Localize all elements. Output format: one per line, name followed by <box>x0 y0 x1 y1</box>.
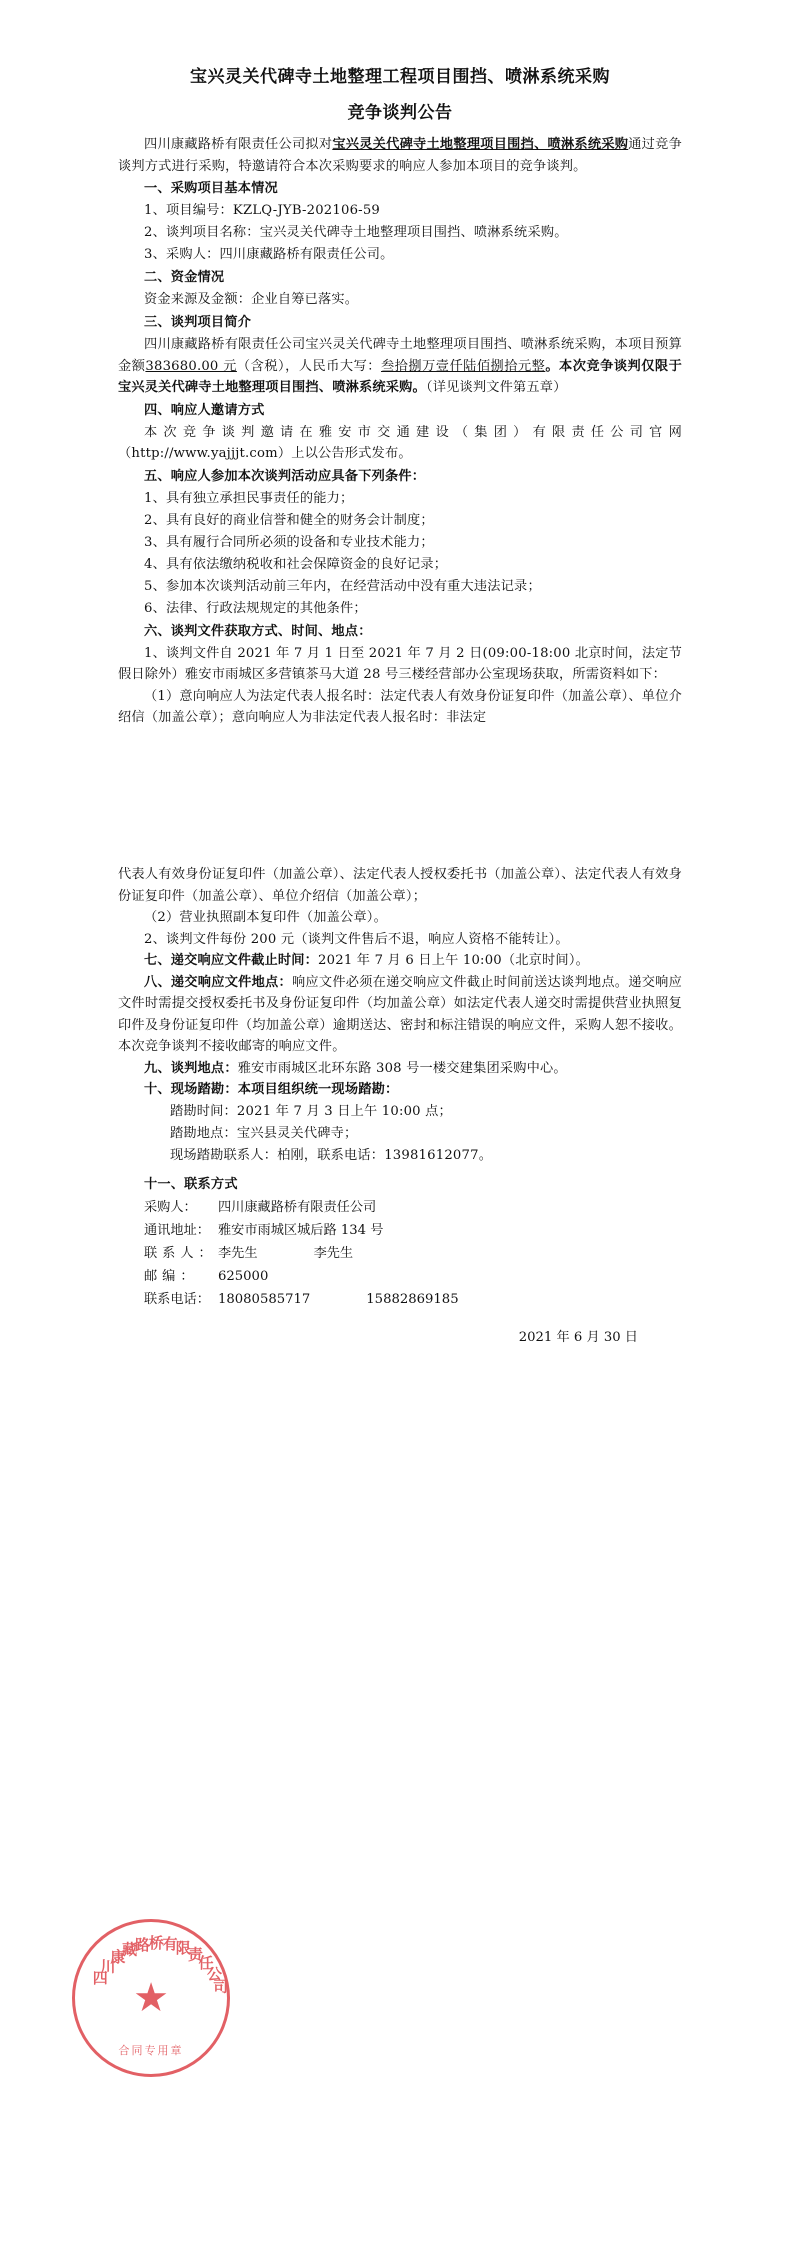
section-8 <box>118 972 682 1058</box>
intro-highlight: 宝兴灵关代碑寺土地整理项目围挡、喷淋系统采购 <box>332 137 629 152</box>
section-10-item-2: 踏勘地点：宝兴县灵关代碑寺； <box>170 1125 358 1141</box>
section-5-item-4: 4、具有依法缴纳税收和社会保障资金的良好记录； <box>144 556 448 572</box>
section-2-item-1: 资金来源及金额：企业自筹已落实。 <box>144 292 359 307</box>
company-seal-stamp <box>72 1919 230 2077</box>
section-9 <box>118 1058 682 1080</box>
section-4-item-1: 本次竞争谈判邀请在雅安市交通建设（集团）有限责任公司官网（http://www.yajjjt.com）上以公告形式发布。 <box>118 424 682 461</box>
section-5-item-5: 5、参加本次谈判活动前三年内，在经营活动中没有重大违法记录； <box>144 578 541 594</box>
section-1-item-2: 2、谈判项目名称：宝兴灵关代碑寺土地整理项目围挡、喷淋系统采购。 <box>144 225 568 240</box>
section-heading-3: 三、谈判项目简介 <box>144 315 252 330</box>
section-9-text: 雅安市雨城区北环东路 308 号一楼交建集团采购中心。 <box>237 1060 567 1076</box>
document-page-1 <box>0 0 800 780</box>
contact-value-person: 李先生 <box>218 1245 258 1261</box>
section-heading-4: 四、响应人邀请方式 <box>144 402 265 418</box>
contact-row-purchaser <box>118 1196 682 1219</box>
section-heading-10: 十、现场踏勘： <box>144 1082 238 1097</box>
section-3-body-prefix: 四川康藏路桥有限责任公司宝兴灵关代碑寺土地整理项目围挡、喷淋系统采购，本项目预算金额 <box>118 337 682 374</box>
section-6-item-3: （2）营业执照副本复印件（加盖公章）。 <box>144 910 387 925</box>
section-heading-2: 二、资金情况 <box>144 270 225 285</box>
section-7 <box>118 950 682 972</box>
contact-label-zip: 邮编： <box>144 1268 199 1284</box>
section-3-body-mid: （含税），人民币大写： <box>236 358 381 374</box>
section-3-body-suffix: 。本次竞争谈判仅限于宝兴灵关代碑寺土地整理项目围挡、喷淋系统采购。 <box>118 358 682 395</box>
contact-row-phone <box>118 1288 682 1311</box>
section-1-item-3: 3、采购人：四川康藏路桥有限责任公司。 <box>144 247 394 262</box>
page-subtitle: 竞争谈判公告 <box>347 103 453 123</box>
seal-arc-text: 四 川 康 藏 路 桥 有 限 责 任 公 司 <box>92 1934 229 1996</box>
section-heading-11: 十一、联系方式 <box>144 1176 238 1192</box>
section-10-item-1: 踏勘时间：2021 年 7 月 3 日上午 10:00 点； <box>170 1103 452 1119</box>
contact-row-zip <box>118 1265 682 1288</box>
section-10-text: 本项目组织统一现场踏勘： <box>237 1082 399 1097</box>
seal-star-icon: ★ <box>133 1975 169 2021</box>
contact-label-person: 联系人： <box>144 1245 217 1261</box>
section-1-item-1: 1、项目编号：KZLQ-JYB-202106-59 <box>144 203 381 218</box>
section-heading-9: 九、谈判地点： <box>144 1060 238 1076</box>
seal-bottom-text: 合同专用章 <box>118 2044 184 2057</box>
page-break-gap <box>0 780 800 802</box>
contact-value-zip: 625000 <box>218 1268 269 1284</box>
contact-row-person <box>118 1242 682 1265</box>
budget-amount-cn: 叁拾捌万壹仟陆佰捌拾元整 <box>380 358 546 374</box>
budget-amount: 383680.00 元 <box>145 358 237 374</box>
section-6-item-1: 1、谈判文件自 2021 年 7 月 1 日至 2021 年 7 月 2 日(09:00-18:00 北京时间，法定节假日除外）雅安市雨城区多营镇茶马大道 28 号三楼经营部办公室现场获取，所需资料如下： <box>118 645 682 682</box>
section-heading-5: 五、响应人参加本次谈判活动应具备下列条件： <box>144 468 426 484</box>
contact-value-phone: 18080585717 <box>218 1291 311 1307</box>
contact-label-phone: 联系电话： <box>144 1291 210 1307</box>
contact-value-address: 雅安市雨城区城后路 134 号 <box>218 1222 384 1238</box>
contact-value-person-2: 李先生 <box>313 1245 354 1261</box>
intro-paragraph <box>118 134 682 177</box>
intro-suffix: 通过竞争谈判方式进行采购，特邀请符合本次采购要求的响应人参加本项目的竞争谈判。 <box>118 137 682 174</box>
contact-row-address <box>118 1219 682 1242</box>
section-8-text: 响应文件必须在递交响应文件截止时间前送达谈判地点。递交响应文件时需提交授权委托书及身份证复印件（均加盖公章）如法定代表人递交时需提供营业执照复印件及身份证复印件（均加盖公章）逾期送达、密封和标注错误的响应文件，采购人恕不接收。本次竞争谈判不接收邮寄的响应文件。 <box>118 974 682 1054</box>
section-6-item-2-part1: （1）意向响应人为法定代表人报名时：法定代表人有效身份证复印件（加盖公章）、单位介绍信（加盖公章）；意向响应人为非法定代表人报名时：非法定 <box>118 688 682 725</box>
section-3-body <box>118 334 682 399</box>
section-heading-1: 一、采购项目基本情况 <box>144 181 278 196</box>
section-10-item-3: 现场踏勘联系人：柏刚，联系电话：13981612077。 <box>170 1147 493 1163</box>
section-5-item-2: 2、具有良好的商业信誉和健全的财务会计制度； <box>144 512 434 528</box>
section-heading-7: 七、递交响应文件截止时间： <box>144 953 319 968</box>
section-6-item-2-continuation: 代表人有效身份证复印件（加盖公章）、法定代表人授权委托书（加盖公章）、法定代表人有效身份证复印件（加盖公章）、单位介绍信（加盖公章）； <box>118 867 682 904</box>
section-heading-8: 八、递交响应文件地点： <box>144 974 292 990</box>
section-3-body-tail: （详见谈判文件第五章） <box>425 380 567 395</box>
section-6-item-4: 2、谈判文件每份 200 元（谈判文件售后不退，响应人资格不能转让）。 <box>144 931 569 947</box>
section-5-item-3: 3、具有履行合同所必须的设备和专业技术能力； <box>144 534 434 550</box>
contact-value-purchaser: 四川康藏路桥有限责任公司 <box>218 1199 377 1215</box>
contact-label-address: 通讯地址： <box>144 1222 210 1238</box>
section-5-item-1: 1、具有独立承担民事责任的能力； <box>144 490 354 506</box>
intro-prefix: 四川康藏路桥有限责任公司拟对 <box>144 137 333 152</box>
document-page-2 <box>0 802 800 2263</box>
contact-value-phone-2: 15882869185 <box>366 1291 459 1307</box>
page-title: 宝兴灵关代碑寺土地整理工程项目围挡、喷淋系统采购 <box>190 67 610 87</box>
section-5-item-6: 6、法律、行政法规规定的其他条件； <box>144 600 367 616</box>
section-10 <box>118 1079 682 1101</box>
section-7-text: 2021 年 7 月 6 日上午 10:00（北京时间）。 <box>318 953 589 968</box>
contact-label-purchaser: 采购人： <box>144 1199 197 1215</box>
document-date: 2021 年 6 月 30 日 <box>518 1329 638 1345</box>
section-heading-6: 六、谈判文件获取方式、时间、地点： <box>144 623 372 639</box>
